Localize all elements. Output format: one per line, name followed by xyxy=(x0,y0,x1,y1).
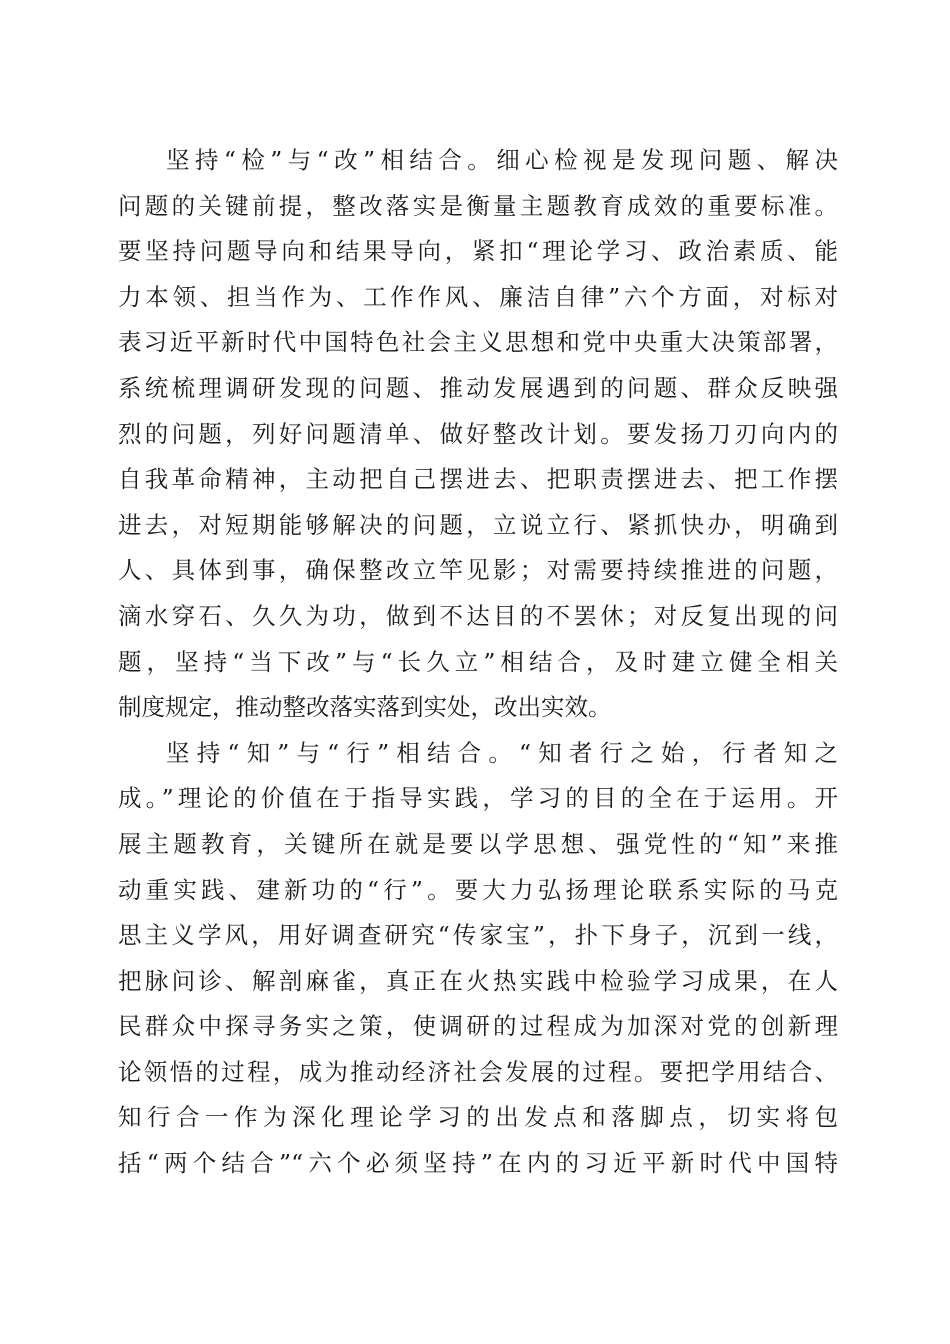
paragraph-line: 表习近平新时代中国特色社会主义思想和党中央重大决策部署， xyxy=(118,328,838,357)
paragraph-line: 进去，对短期能够解决的问题，立说立行、紧抓快办，明确到 xyxy=(118,510,838,539)
paragraph-line: 问题的关键前提，整改落实是衡量主题教育成效的重要标准。 xyxy=(118,191,838,220)
paragraph-line: 题，坚持“当下改”与“长久立”相结合，及时建立健全相关 xyxy=(118,647,838,676)
paragraph-line: 括“两个结合”“六个必须坚持”在内的习近平新时代中国特 xyxy=(118,1149,838,1178)
paragraph-line: 坚持“知”与“行”相结合。“知者行之始，行者知之 xyxy=(166,738,838,767)
paragraph-line: 论领悟的过程，成为推动经济社会发展的过程。要把学用结合、 xyxy=(118,1057,838,1086)
paragraph-line: 系统梳理调研发现的问题、推动发展遇到的问题、群众反映强 xyxy=(118,373,838,402)
paragraph-line: 展主题教育，关键所在就是要以学思想、强党性的“知”来推 xyxy=(118,829,838,858)
paragraph-line: 要坚持问题导向和结果导向，紧扣“理论学习、政治素质、能 xyxy=(118,237,838,266)
paragraph-line: 力本领、担当作为、工作作风、廉洁自律”六个方面，对标对 xyxy=(118,282,838,311)
paragraph-line: 自我革命精神，主动把自己摆进去、把职责摆进去、把工作摆 xyxy=(118,465,838,494)
paragraph-line: 制度规定，推动整改落实落到实处，改出实效。 xyxy=(118,693,612,722)
paragraph-line: 知行合一作为深化理论学习的出发点和落脚点，切实将包 xyxy=(118,1103,838,1132)
paragraph-line: 思主义学风，用好调查研究“传家宝”，扑下身子，沉到一线， xyxy=(118,921,838,950)
paragraph-line: 民群众中探寻务实之策，使调研的过程成为加深对党的创新理 xyxy=(118,1012,838,1041)
paragraph-line: 成。”理论的价值在于指导实践，学习的目的全在于运用。开 xyxy=(118,784,838,813)
paragraph-jian-yu-gai xyxy=(118,138,838,731)
paragraph-line: 烈的问题，列好问题清单、做好整改计划。要发扬刀刃向内的 xyxy=(118,419,838,448)
paragraph-line: 坚持“检”与“改”相结合。细心检视是发现问题、解决 xyxy=(166,146,838,174)
paragraph-line: 把脉问诊、解剖麻雀，真正在火热实践中检验学习成果，在人 xyxy=(118,966,838,995)
paragraph-zhi-yu-xing xyxy=(118,731,838,1187)
paragraph-line: 动重实践、建新功的“行”。要大力弘扬理论联系实际的马克 xyxy=(118,875,838,904)
document-page xyxy=(118,138,838,1187)
paragraph-line: 人、具体到事，确保整改立竿见影；对需要持续推进的问题， xyxy=(118,556,838,585)
paragraph-line: 滴水穿石、久久为功，做到不达目的不罢休；对反复出现的问 xyxy=(118,601,838,630)
